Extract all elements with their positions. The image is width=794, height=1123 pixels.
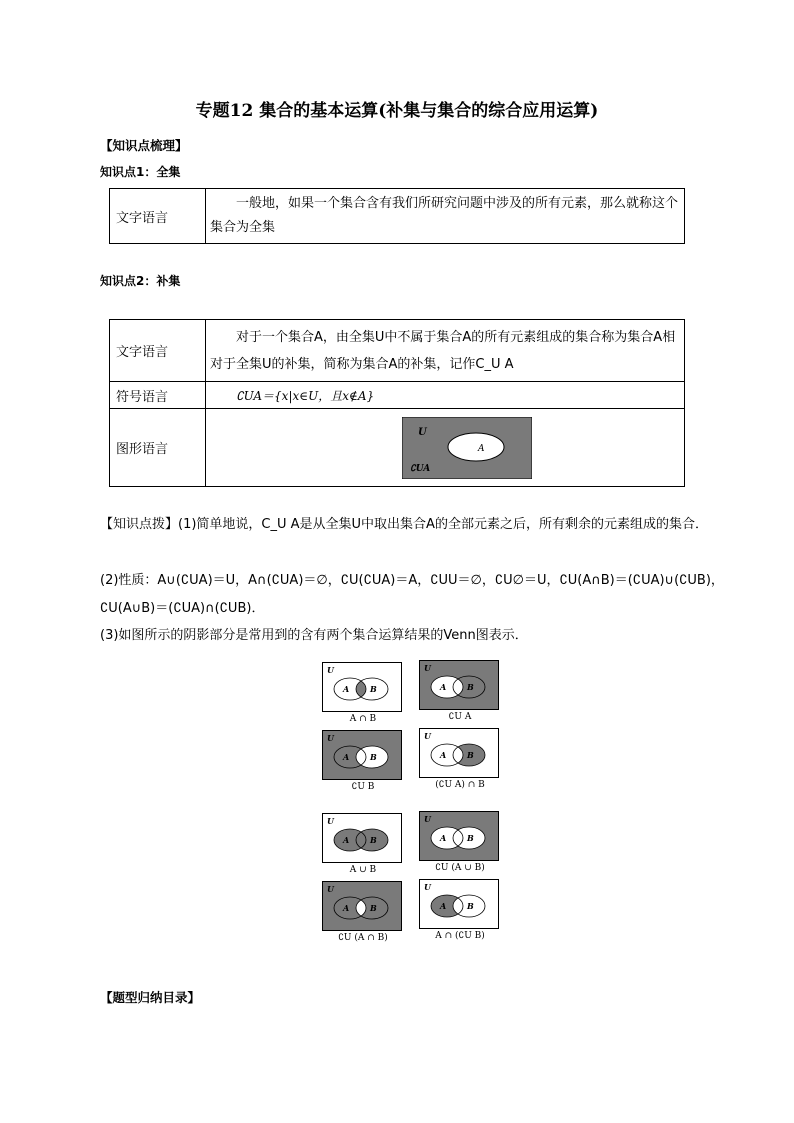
- complement-diagram: [402, 417, 532, 479]
- tips-paragraph-3: ∁U(A∪B)＝(∁UA)∩(∁UB)．: [100, 601, 265, 616]
- venn-set-a-label: A: [440, 682, 447, 692]
- venn-diagram-grid: [318, 658, 508, 958]
- venn-diagram: [322, 730, 402, 780]
- kp1-text-content: 一般地，如果一个集合含有我们所研究问题中涉及的所有元素，那么就称这个集合为全集: [210, 196, 679, 235]
- venn-set-a-label: A: [440, 750, 447, 760]
- kp2-symbol-text: ∁UA＝{x|x∈U，且x∉A}: [206, 382, 685, 409]
- venn-set-a-label: A: [343, 903, 350, 913]
- venn-caption: A ∩ (∁U B): [435, 931, 485, 941]
- venn-set-a-label: A: [343, 684, 350, 694]
- venn-diagram: [322, 813, 402, 863]
- kp1-heading: 知识点1：全集: [100, 165, 181, 179]
- venn-caption: ∁U A: [448, 712, 472, 722]
- set-a-label: A: [478, 443, 485, 454]
- venn-set-b-label: B: [467, 750, 474, 760]
- tips-paragraph-4: (3)如图所示的阴影部分是常用到的含有两个集合运算结果的Venn图表示．: [100, 628, 528, 643]
- tips-paragraph-2: (2)性质：A∪(∁UA)＝U，A∩(∁UA)＝∅，∁U(∁UA)＝A，∁UU＝∅，∁U∅＝U，∁U(A∩B)＝(∁UA)∪(∁UB)，: [100, 573, 724, 588]
- venn-universe-label: U: [424, 882, 431, 892]
- kp1-text: [206, 189, 685, 244]
- section-heading-knowledge: 【知识点梳理】: [100, 138, 188, 153]
- kp2-text-content: 对于一个集合A，由全集U中不属于集合A的所有元素组成的集合称为集合A相对于全集U的补集，简称为集合A的补集，记作C_U A: [210, 329, 676, 372]
- venn-caption: ∁U (A ∩ B): [338, 933, 388, 943]
- kp1-label: 文字语言: [110, 189, 206, 244]
- venn-set-a-label: A: [440, 833, 447, 843]
- venn-set-b-label: B: [467, 682, 474, 692]
- set-a-ellipse: [448, 433, 504, 461]
- venn-diagram: [322, 881, 402, 931]
- venn-set-b-label: B: [370, 684, 377, 694]
- kp2-row-label: 文字语言: [110, 320, 206, 382]
- kp2-row-label: 图形语言: [110, 409, 206, 487]
- kp2-table: [109, 319, 685, 487]
- venn-set-b-label: B: [370, 835, 377, 845]
- venn-universe-label: U: [327, 816, 334, 826]
- venn-universe-label: U: [424, 663, 431, 673]
- complement-label: ∁UA: [410, 463, 431, 474]
- venn-set-b-label: B: [467, 833, 474, 843]
- venn-caption: ∁U B: [351, 782, 375, 792]
- venn-set-b-label: B: [467, 901, 474, 911]
- venn-diagram: [419, 728, 499, 778]
- venn-universe-label: U: [327, 733, 334, 743]
- venn-caption: A ∩ B: [349, 714, 377, 724]
- venn-diagram: [419, 660, 499, 710]
- venn-universe-label: U: [327, 884, 334, 894]
- section-heading-question-types: 【题型归纳目录】: [100, 990, 201, 1005]
- kp2-diagram-cell: [206, 409, 685, 487]
- venn-caption: (∁U A) ∩ B: [435, 780, 485, 790]
- venn-diagram: [322, 662, 402, 712]
- venn-set-a-label: A: [343, 835, 350, 845]
- venn-universe-label: U: [424, 814, 431, 824]
- venn-set-a-label: A: [440, 901, 447, 911]
- venn-universe-label: U: [424, 731, 431, 741]
- page-title: 专题12 集合的基本运算(补集与集合的综合应用运算): [195, 101, 599, 121]
- venn-diagram: [419, 879, 499, 929]
- venn-caption: ∁U (A ∪ B): [435, 863, 485, 873]
- universe-label: U: [418, 426, 427, 438]
- kp1-table: [109, 188, 685, 244]
- kp2-row-label: 符号语言: [110, 382, 206, 409]
- venn-universe-label: U: [327, 665, 334, 675]
- venn-set-a-label: A: [343, 752, 350, 762]
- kp2-row-text: [206, 320, 685, 382]
- kp2-heading: 知识点2：补集: [100, 274, 181, 288]
- venn-set-b-label: B: [370, 903, 377, 913]
- venn-diagram: [419, 811, 499, 861]
- tips-paragraph-1: 【知识点拨】(1)简单地说，C_U A是从全集U中取出集合A的全部元素之后，所有剩余的元素组成的集合．: [100, 517, 708, 532]
- venn-caption: A ∪ B: [349, 865, 377, 875]
- venn-set-b-label: B: [370, 752, 377, 762]
